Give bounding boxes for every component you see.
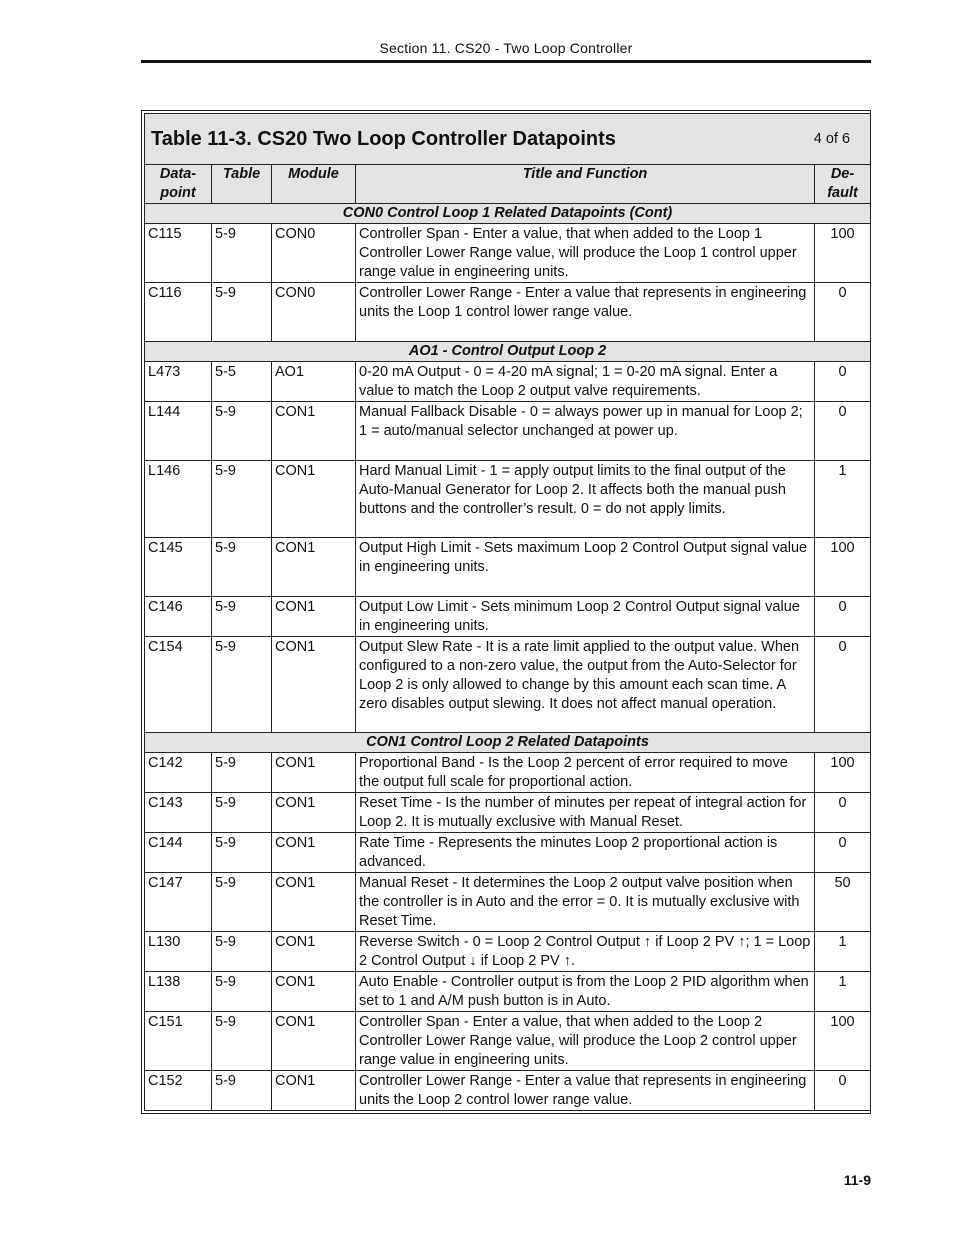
default-value-cell: 0 — [815, 362, 871, 402]
module-cell: CON1 — [272, 972, 356, 1012]
table-ref-cell: 5-5 — [212, 362, 272, 402]
datapoint-cell: C154 — [145, 637, 212, 733]
default-value-cell: 100 — [815, 753, 871, 793]
title-function-cell: Output High Limit - Sets maximum Loop 2 Control Output signal value in engineering units. — [356, 538, 815, 597]
default-value-cell: 0 — [815, 793, 871, 833]
module-cell: CON1 — [272, 637, 356, 733]
col-header-default — [815, 165, 871, 204]
title-function-cell: Output Low Limit - Sets minimum Loop 2 Control Output signal value in engineering units. — [356, 597, 815, 637]
datapoint-cell: C115 — [145, 224, 212, 283]
table-row — [145, 1012, 871, 1071]
title-function-cell: Rate Time - Represents the minutes Loop 2 proportional action is advanced. — [356, 833, 815, 873]
title-function-cell: Reverse Switch - 0 = Loop 2 Control Output ↑ if Loop 2 PV ↑; 1 = Loop 2 Control Output ↓ if Loop 2 PV ↑. — [356, 932, 815, 972]
table-ref-cell: 5-9 — [212, 873, 272, 932]
table-ref-cell: 5-9 — [212, 283, 272, 342]
table-ref-cell: 5-9 — [212, 972, 272, 1012]
module-cell: CON1 — [272, 538, 356, 597]
column-header-row — [145, 165, 871, 204]
datapoint-cell: C116 — [145, 283, 212, 342]
title-function-cell: Proportional Band - Is the Loop 2 percent of error required to move the output full scale for proportional action. — [356, 753, 815, 793]
table-ref-cell: 5-9 — [212, 793, 272, 833]
datapoint-cell: C142 — [145, 753, 212, 793]
table-row — [145, 1071, 871, 1111]
datapoint-cell: L144 — [145, 402, 212, 461]
table-row — [145, 283, 871, 342]
table-row — [145, 932, 871, 972]
table-row — [145, 753, 871, 793]
default-value-cell: 100 — [815, 1012, 871, 1071]
page-number: 11-9 — [843, 1172, 871, 1188]
col-header-datapoint-line1: Data- — [159, 166, 197, 182]
datapoint-cell: L146 — [145, 461, 212, 538]
table-title-cell — [145, 114, 871, 165]
title-function-cell: Controller Lower Range - Enter a value that represents in engineering units the Loop 2 control lower range value. — [356, 1071, 815, 1111]
col-header-title-function: Title and Function — [356, 165, 815, 204]
section-heading: CON0 Control Loop 1 Related Datapoints (Cont) — [145, 204, 871, 224]
datapoint-cell: C143 — [145, 793, 212, 833]
default-value-cell: 1 — [815, 932, 871, 972]
default-value-cell: 0 — [815, 833, 871, 873]
col-header-default-line2: fault — [827, 185, 858, 201]
table-row — [145, 224, 871, 283]
table-row — [145, 461, 871, 538]
title-function-cell: Manual Reset - It determines the Loop 2 output valve position when the controller is in Auto and the error = 0. It is mutually exclusive with Reset Time. — [356, 873, 815, 932]
datapoints-table-frame — [141, 110, 871, 1114]
col-header-module: Module — [272, 165, 356, 204]
title-function-cell: Reset Time - Is the number of minutes per repeat of integral action for Loop 2. It is mutually exclusive with Manual Reset. — [356, 793, 815, 833]
table-ref-cell: 5-9 — [212, 402, 272, 461]
datapoint-cell: L138 — [145, 972, 212, 1012]
default-value-cell: 100 — [815, 538, 871, 597]
table-page-indicator: 4 of 6 — [813, 130, 851, 147]
datapoint-cell: C152 — [145, 1071, 212, 1111]
table-ref-cell: 5-9 — [212, 461, 272, 538]
col-header-datapoint — [145, 165, 212, 204]
module-cell: CON1 — [272, 793, 356, 833]
module-cell: CON1 — [272, 1012, 356, 1071]
default-value-cell: 0 — [815, 637, 871, 733]
datapoint-cell: L130 — [145, 932, 212, 972]
default-value-cell: 0 — [815, 597, 871, 637]
module-cell: CON1 — [272, 833, 356, 873]
title-function-cell: Output Slew Rate - It is a rate limit applied to the output value. When configured to a non-zero value, the output from the Auto-Selector for Loop 2 is only allowed to change by this amount each scan time. A zero disables output slewing. It does not affect manual operation. — [356, 637, 815, 733]
default-value-cell: 0 — [815, 283, 871, 342]
section-heading: CON1 Control Loop 2 Related Datapoints — [145, 733, 871, 753]
table-row — [145, 972, 871, 1012]
title-function-cell: Hard Manual Limit - 1 = apply output limits to the final output of the Auto-Manual Generator for Loop 2. It affects both the manual push buttons and the controller’s result. 0 = do not apply limits. — [356, 461, 815, 538]
table-row — [145, 637, 871, 733]
title-function-cell: Controller Span - Enter a value, that when added to the Loop 1 Controller Lower Range value, will produce the Loop 1 control upper range value in engineering units. — [356, 224, 815, 283]
col-header-datapoint-line2: point — [160, 185, 196, 201]
table-row — [145, 873, 871, 932]
section-heading-row — [145, 733, 871, 753]
datapoint-cell: C147 — [145, 873, 212, 932]
table-ref-cell: 5-9 — [212, 637, 272, 733]
datapoints-table — [144, 113, 871, 1111]
module-cell: CON1 — [272, 1071, 356, 1111]
module-cell: CON1 — [272, 597, 356, 637]
table-row — [145, 538, 871, 597]
title-function-cell: Controller Span - Enter a value, that when added to the Loop 2 Controller Lower Range value, will produce the Loop 2 control upper range value in engineering units. — [356, 1012, 815, 1071]
default-value-cell: 1 — [815, 461, 871, 538]
default-value-cell: 100 — [815, 224, 871, 283]
table-row — [145, 402, 871, 461]
module-cell: CON1 — [272, 753, 356, 793]
datapoint-cell: C151 — [145, 1012, 212, 1071]
module-cell: CON0 — [272, 224, 356, 283]
module-cell: CON0 — [272, 283, 356, 342]
datapoint-cell: C146 — [145, 597, 212, 637]
table-ref-cell: 5-9 — [212, 597, 272, 637]
module-cell: CON1 — [272, 402, 356, 461]
table-row — [145, 362, 871, 402]
module-cell: CON1 — [272, 873, 356, 932]
col-header-table: Table — [212, 165, 272, 204]
section-heading-row — [145, 204, 871, 224]
module-cell: AO1 — [272, 362, 356, 402]
running-header: Section 11. CS20 - Two Loop Controller — [379, 40, 633, 56]
table-ref-cell: 5-9 — [212, 753, 272, 793]
datapoint-cell: C145 — [145, 538, 212, 597]
table-ref-cell: 5-9 — [212, 1071, 272, 1111]
module-cell: CON1 — [272, 932, 356, 972]
header-rule — [141, 60, 871, 63]
module-cell: CON1 — [272, 461, 356, 538]
table-ref-cell: 5-9 — [212, 833, 272, 873]
table-title: Table 11-3. CS20 Two Loop Controller Datapoints — [151, 127, 616, 150]
default-value-cell: 0 — [815, 1071, 871, 1111]
section-heading-row — [145, 342, 871, 362]
table-row — [145, 833, 871, 873]
table-ref-cell: 5-9 — [212, 538, 272, 597]
datapoint-cell: C144 — [145, 833, 212, 873]
default-value-cell: 50 — [815, 873, 871, 932]
datapoint-cell: L473 — [145, 362, 212, 402]
table-ref-cell: 5-9 — [212, 224, 272, 283]
title-function-cell: Auto Enable - Controller output is from the Loop 2 PID algorithm when set to 1 and A/M push button is in Auto. — [356, 972, 815, 1012]
table-title-row — [145, 114, 871, 165]
default-value-cell: 0 — [815, 402, 871, 461]
table-row — [145, 793, 871, 833]
section-heading: AO1 - Control Output Loop 2 — [145, 342, 871, 362]
col-header-default-line1: De- — [830, 166, 855, 182]
table-ref-cell: 5-9 — [212, 932, 272, 972]
default-value-cell: 1 — [815, 972, 871, 1012]
title-function-cell: 0-20 mA Output - 0 = 4-20 mA signal; 1 = 0-20 mA signal. Enter a value to match the Loop 2 output valve requirements. — [356, 362, 815, 402]
table-row — [145, 597, 871, 637]
table-ref-cell: 5-9 — [212, 1012, 272, 1071]
title-function-cell: Manual Fallback Disable - 0 = always power up in manual for Loop 2; 1 = auto/manual selector unchanged at power up. — [356, 402, 815, 461]
title-function-cell: Controller Lower Range - Enter a value that represents in engineering units the Loop 1 control lower range value. — [356, 283, 815, 342]
